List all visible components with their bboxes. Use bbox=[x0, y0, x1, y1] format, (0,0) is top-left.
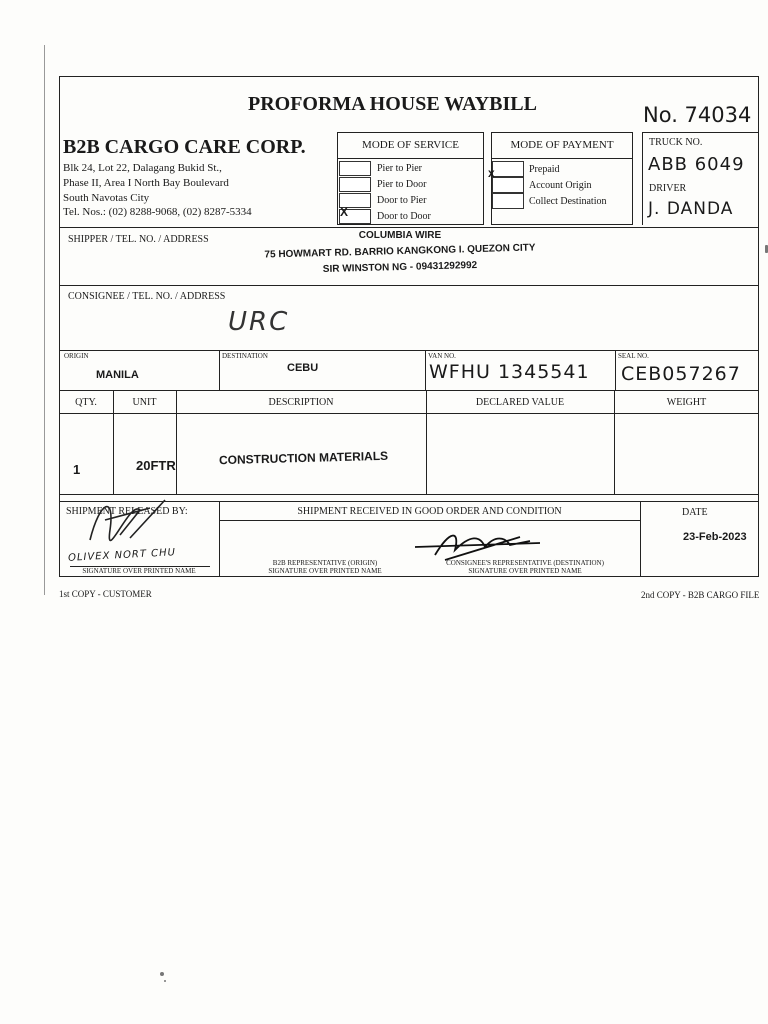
destination-value: CEBU bbox=[287, 362, 319, 374]
mode-of-service-header: MODE OF SERVICE bbox=[362, 139, 459, 151]
origin-value: MANILA bbox=[96, 369, 139, 381]
truck-label: TRUCK NO. bbox=[649, 137, 703, 148]
payment-checkbox-1[interactable] bbox=[492, 161, 524, 177]
received-label: SHIPMENT RECEIVED IN GOOD ORDER AND CONDITION bbox=[297, 506, 562, 517]
date-value: 23-Feb-2023 bbox=[683, 531, 747, 543]
driver-name: J. DANDA bbox=[648, 199, 734, 219]
item-unit: 20FTR bbox=[136, 458, 176, 473]
consignee-sig-caption: SIGNATURE OVER PRINTED NAME bbox=[468, 567, 582, 575]
released-sig-caption: SIGNATURE OVER PRINTED NAME bbox=[82, 567, 196, 575]
service-option-door-to-pier: Door to Pier bbox=[377, 195, 427, 206]
company-address-2: Phase II, Area I North Bay Boulevard bbox=[63, 177, 229, 189]
payment-checkbox-2[interactable] bbox=[492, 177, 524, 193]
van-no-label: VAN NO. bbox=[428, 352, 456, 360]
waybill-number: No. 74034 bbox=[643, 103, 752, 127]
released-signature-icon bbox=[80, 490, 170, 550]
company-name: B2B CARGO CARE CORP. bbox=[63, 136, 306, 158]
service-checkbox-2[interactable] bbox=[339, 177, 371, 192]
payment-option-account-origin: Account Origin bbox=[529, 180, 592, 191]
van-no-value: WFHU 1345541 bbox=[429, 361, 590, 383]
company-address-3: South Navotas City bbox=[63, 192, 150, 204]
scan-edge-left bbox=[44, 45, 45, 595]
second-copy-label: 2nd COPY - B2B CARGO FILE bbox=[641, 590, 760, 600]
company-phones: Tel. Nos.: (02) 8288-9068, (02) 8287-5334 bbox=[63, 206, 252, 218]
col-header-description: DESCRIPTION bbox=[268, 397, 334, 408]
service-selected-mark: X bbox=[340, 205, 349, 219]
mode-of-payment-header: MODE OF PAYMENT bbox=[510, 139, 614, 151]
truck-number: ABB 6049 bbox=[648, 154, 745, 175]
payment-option-prepaid: Prepaid bbox=[529, 164, 560, 175]
service-option-pier-to-pier: Pier to Pier bbox=[377, 163, 422, 174]
released-printed-name: OLIVEX NORT CHU bbox=[67, 547, 177, 564]
item-description: CONSTRUCTION MATERIALS bbox=[218, 448, 389, 468]
payment-option-collect-destination: Collect Destination bbox=[529, 196, 607, 207]
consignee-value: URC bbox=[228, 307, 290, 337]
shipper-address: 75 HOWMART RD. BARRIO KANGKONG I. QUEZON CITY bbox=[264, 242, 536, 261]
seal-no-value: CEB057267 bbox=[621, 363, 741, 385]
seal-no-label: SEAL NO. bbox=[618, 352, 649, 360]
consignee-label: CONSIGNEE / TEL. NO. / ADDRESS bbox=[68, 291, 226, 302]
released-by-label: SHIPMENT RELEASED BY: bbox=[66, 506, 188, 517]
form-title: PROFORMA HOUSE WAYBILL bbox=[248, 93, 537, 115]
shipper-label: SHIPPER / TEL. NO. / ADDRESS bbox=[68, 234, 209, 245]
service-option-pier-to-door: Pier to Door bbox=[377, 179, 427, 190]
consignee-rep-caption: CONSIGNEE'S REPRESENTATIVE (DESTINATION) bbox=[446, 559, 604, 567]
shipper-name: COLUMBIA WIRE bbox=[358, 230, 442, 241]
b2b-rep-caption: B2B REPRESENTATIVE (ORIGIN) bbox=[272, 559, 378, 567]
item-qty: 1 bbox=[73, 462, 81, 477]
date-label: DATE bbox=[682, 507, 708, 518]
shipper-contact: SIR WINSTON NG - 09431292992 bbox=[322, 259, 478, 276]
origin-label: ORIGIN bbox=[64, 352, 89, 360]
driver-label: DRIVER bbox=[649, 183, 687, 194]
company-address-1: Blk 24, Lot 22, Dalagang Bukid St., bbox=[63, 162, 222, 174]
payment-selected-mark: x bbox=[488, 166, 495, 180]
col-header-weight: WEIGHT bbox=[666, 397, 707, 408]
destination-label: DESTINATION bbox=[222, 352, 268, 360]
col-header-unit: UNIT bbox=[132, 397, 157, 408]
service-option-door-to-door: Door to Door bbox=[377, 211, 431, 222]
col-header-declared-value: DECLARED VALUE bbox=[475, 397, 565, 408]
service-checkbox-1[interactable] bbox=[339, 161, 371, 176]
col-header-qty: QTY. bbox=[75, 397, 97, 408]
b2b-sig-caption: SIGNATURE OVER PRINTED NAME bbox=[268, 567, 382, 575]
first-copy-label: 1st COPY - CUSTOMER bbox=[59, 589, 152, 599]
payment-checkbox-3[interactable] bbox=[492, 193, 524, 209]
